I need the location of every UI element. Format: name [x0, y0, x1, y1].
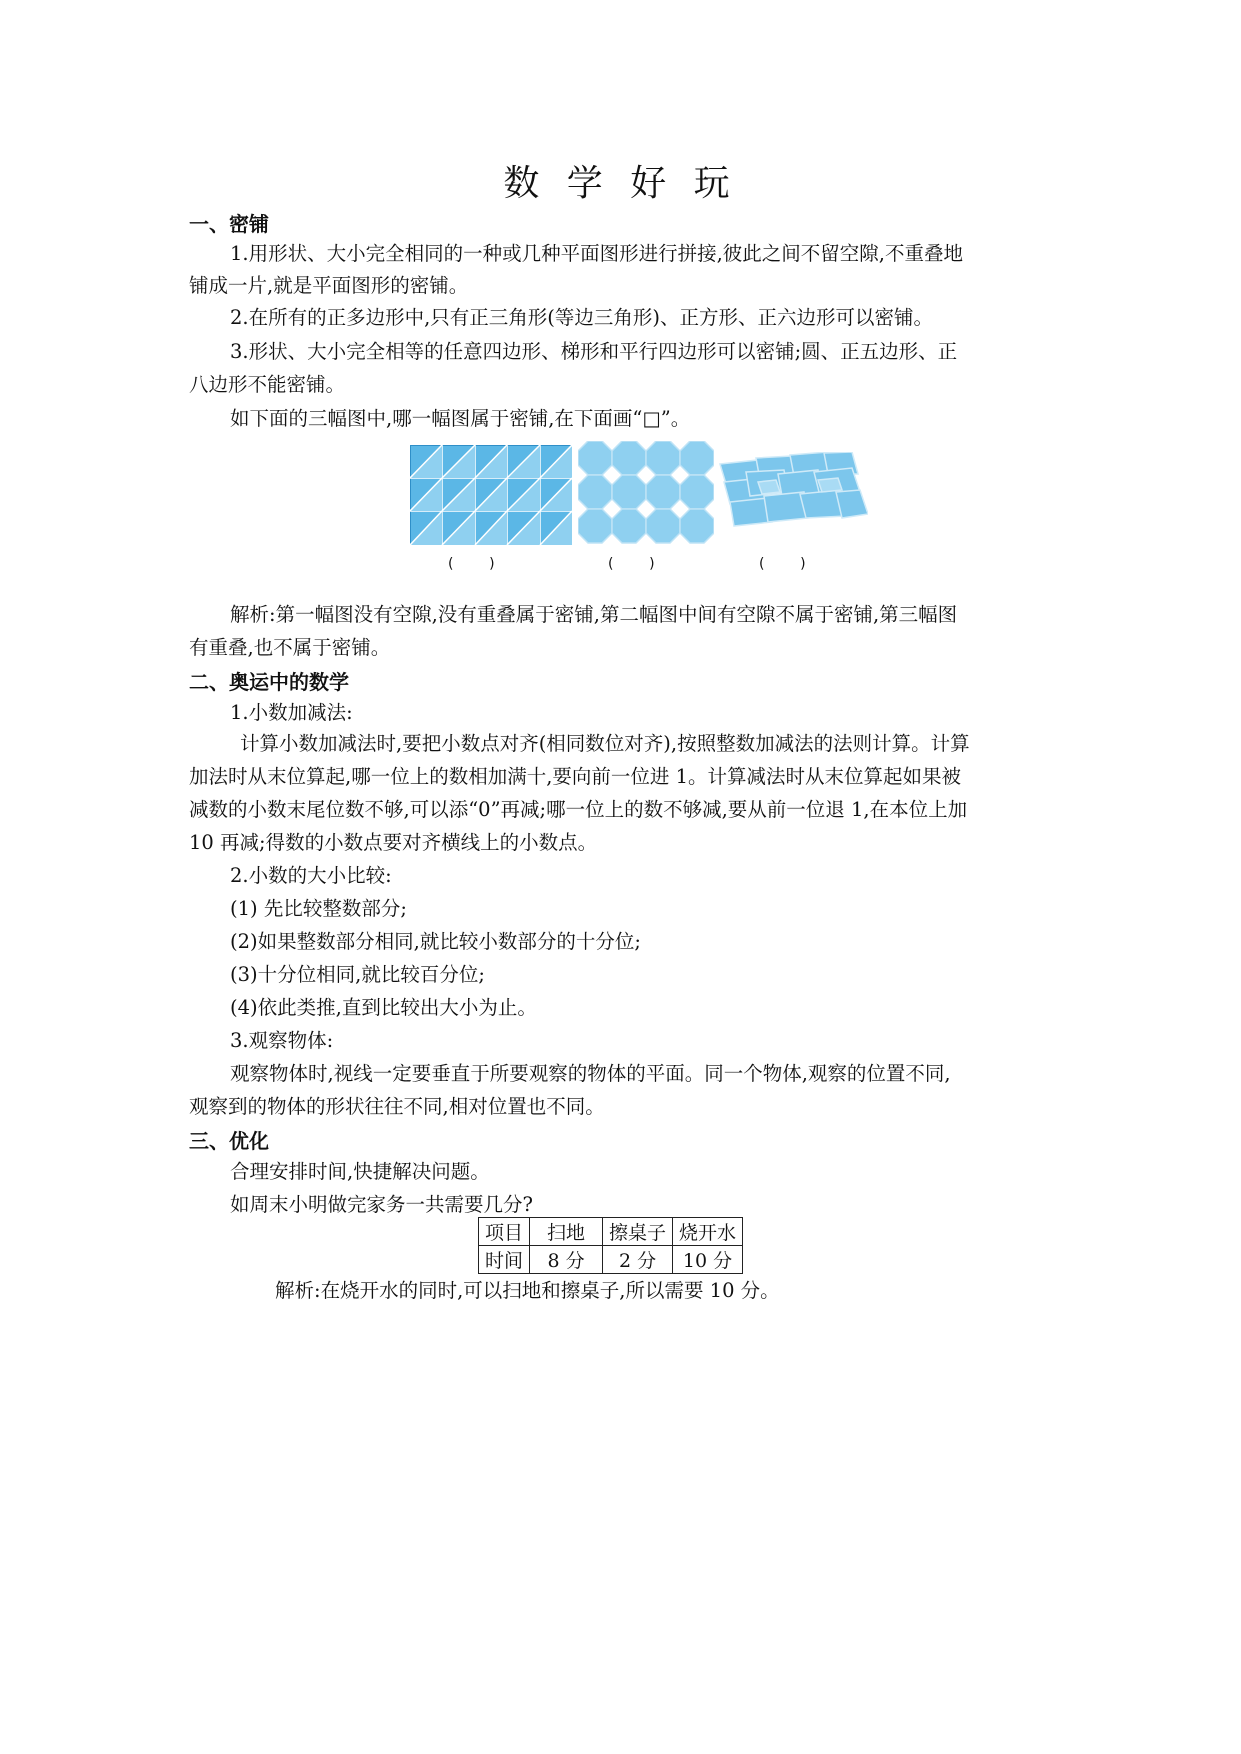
table-cell: 擦桌子 [603, 1218, 673, 1246]
answer-blank-3[interactable]: ( ) [759, 556, 806, 572]
tiling-analysis-cont: 有重叠,也不属于密铺。 [189, 636, 391, 659]
tiling-figure-overlapping [718, 452, 868, 534]
optimization-text: 合理安排时间,快捷解决问题。 [230, 1160, 490, 1183]
tiling-question: 如下面的三幅图中,哪一幅图属于密铺,在下面画“□”。 [230, 407, 691, 430]
decimal-compare-step-3: (3)十分位相同,就比较百分位; [230, 963, 485, 986]
table-cell: 烧开水 [673, 1218, 743, 1246]
decimal-compare-step-2: (2)如果整数部分相同,就比较小数部分的十分位; [230, 930, 641, 953]
tiling-paragraph-1-cont: 铺成一片,就是平面图形的密铺。 [189, 274, 469, 297]
table-cell: 10 分 [673, 1246, 743, 1274]
table-cell: 8 分 [530, 1246, 603, 1274]
decimal-addition-text-3: 减数的小数末尾位数不够,可以添“0”再减;哪一位上的数不够减,要从前一位退 1,在本位上加 [189, 798, 968, 821]
tiling-figure-octagons [578, 441, 714, 545]
table-cell: 项目 [479, 1218, 530, 1246]
observe-title: 3.观察物体: [230, 1029, 334, 1052]
table-row [479, 1246, 743, 1274]
optimization-question: 如周末小明做完家务一共需要几分? [230, 1193, 533, 1216]
answer-blank-2[interactable]: ( ) [608, 556, 655, 572]
tiling-analysis: 解析:第一幅图没有空隙,没有重叠属于密铺,第二幅图中间有空隙不属于密铺,第三幅图 [230, 603, 958, 626]
tiling-paragraph-1: 1.用形状、大小完全相同的一种或几种平面图形进行拼接,彼此之间不留空隙,不重叠地 [230, 242, 964, 265]
section-heading-tiling: 一、密铺 [189, 212, 269, 236]
decimal-addition-text-2: 加法时从末位算起,哪一位上的数相加满十,要向前一位进 1。计算减法时从末位算起如果被 [189, 765, 962, 788]
tiling-paragraph-3-cont: 八边形不能密铺。 [189, 373, 346, 396]
section-heading-olympics: 二、奥运中的数学 [189, 670, 349, 694]
optimization-analysis: 解析:在烧开水的同时,可以扫地和擦桌子,所以需要 10 分。 [275, 1279, 780, 1302]
table-cell: 2 分 [603, 1246, 673, 1274]
table-cell: 时间 [479, 1246, 530, 1274]
decimal-compare-step-4: (4)依此类推,直到比较出大小为止。 [230, 996, 537, 1019]
chores-table [478, 1217, 743, 1274]
decimal-addition-title: 1.小数加减法: [230, 701, 353, 724]
answer-blank-1[interactable]: ( ) [448, 556, 495, 572]
page-title: 数 学 好 玩 [503, 163, 738, 204]
observe-text-2: 观察到的物体的形状往往不同,相对位置也不同。 [189, 1095, 605, 1118]
tiling-figure-triangles [410, 445, 572, 545]
decimal-addition-text-1: 计算小数加减法时,要把小数点对齐(相同数位对齐),按照整数加减法的法则计算。计算 [240, 732, 970, 755]
decimal-addition-text-4: 10 再减;得数的小数点要对齐横线上的小数点。 [189, 831, 598, 854]
decimal-compare-title: 2.小数的大小比较: [230, 864, 392, 887]
decimal-compare-step-1: (1) 先比较整数部分; [230, 897, 407, 920]
table-row [479, 1218, 743, 1246]
table-cell: 扫地 [530, 1218, 603, 1246]
section-heading-optimization: 三、优化 [189, 1129, 269, 1153]
observe-text-1: 观察物体时,视线一定要垂直于所要观察的物体的平面。同一个物体,观察的位置不同, [230, 1062, 951, 1085]
tiling-paragraph-2: 2.在所有的正多边形中,只有正三角形(等边三角形)、正方形、正六边形可以密铺。 [230, 306, 934, 329]
tiling-paragraph-3: 3.形状、大小完全相等的任意四边形、梯形和平行四边形可以密铺;圆、正五边形、正 [230, 340, 958, 363]
